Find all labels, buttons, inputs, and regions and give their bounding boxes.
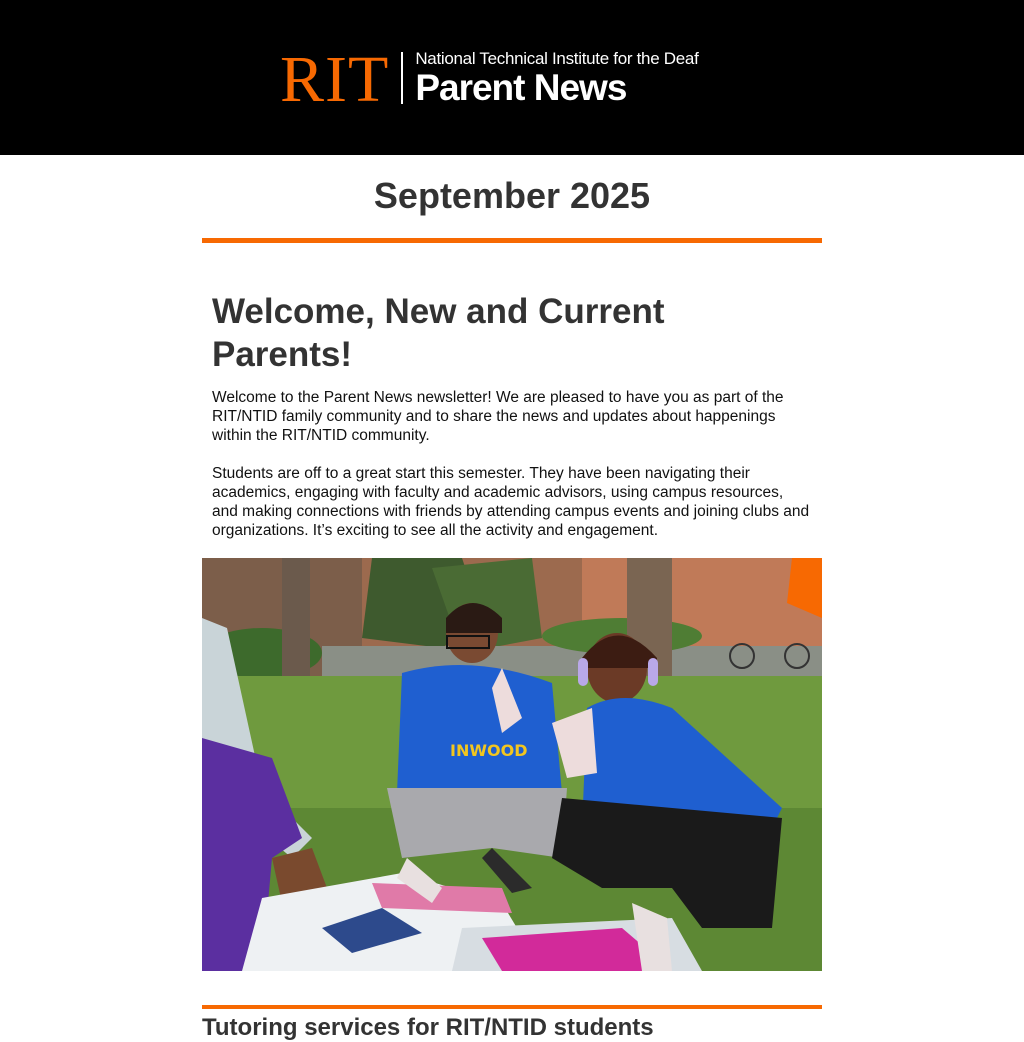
logo-divider: [401, 52, 403, 104]
article-paragraph-1: Welcome to the Parent News newsletter! We are pleased to have you as part of the RIT/NTID family community and to share the news and updates about happenings within the RIT/NTID community.: [212, 389, 784, 444]
orange-divider-bottom: [202, 1005, 822, 1009]
welcome-article: [212, 290, 812, 559]
article-heading: Welcome, New and Current Parents!: [212, 292, 665, 374]
section-heading-tutoring: Tutoring services for RIT/NTID students: [202, 1014, 654, 1041]
orange-divider-top: [202, 238, 822, 243]
institute-name: National Technical Institute for the Deaf: [415, 49, 699, 68]
header-banner: [0, 0, 1024, 155]
rit-ntid-logo[interactable]: [280, 43, 699, 116]
logo-text-block: [415, 49, 698, 107]
students-photo: [202, 558, 822, 971]
rit-wordmark: RIT: [280, 43, 390, 116]
issue-date: September 2025: [373, 175, 651, 216]
newsletter-title: Parent News: [415, 67, 627, 108]
students-tie-dye-photo: [202, 558, 822, 971]
article-paragraph-2: Students are off to a great start this semester. They have been navigating their academics, engaging with faculty and academic advisors, using campus resources, and making connections with friends by attending campus events and joining clubs and organizations. It’s exciting to see all the activity and engagement.: [212, 465, 810, 539]
hoodie-lettering: INWOOD: [450, 741, 528, 760]
